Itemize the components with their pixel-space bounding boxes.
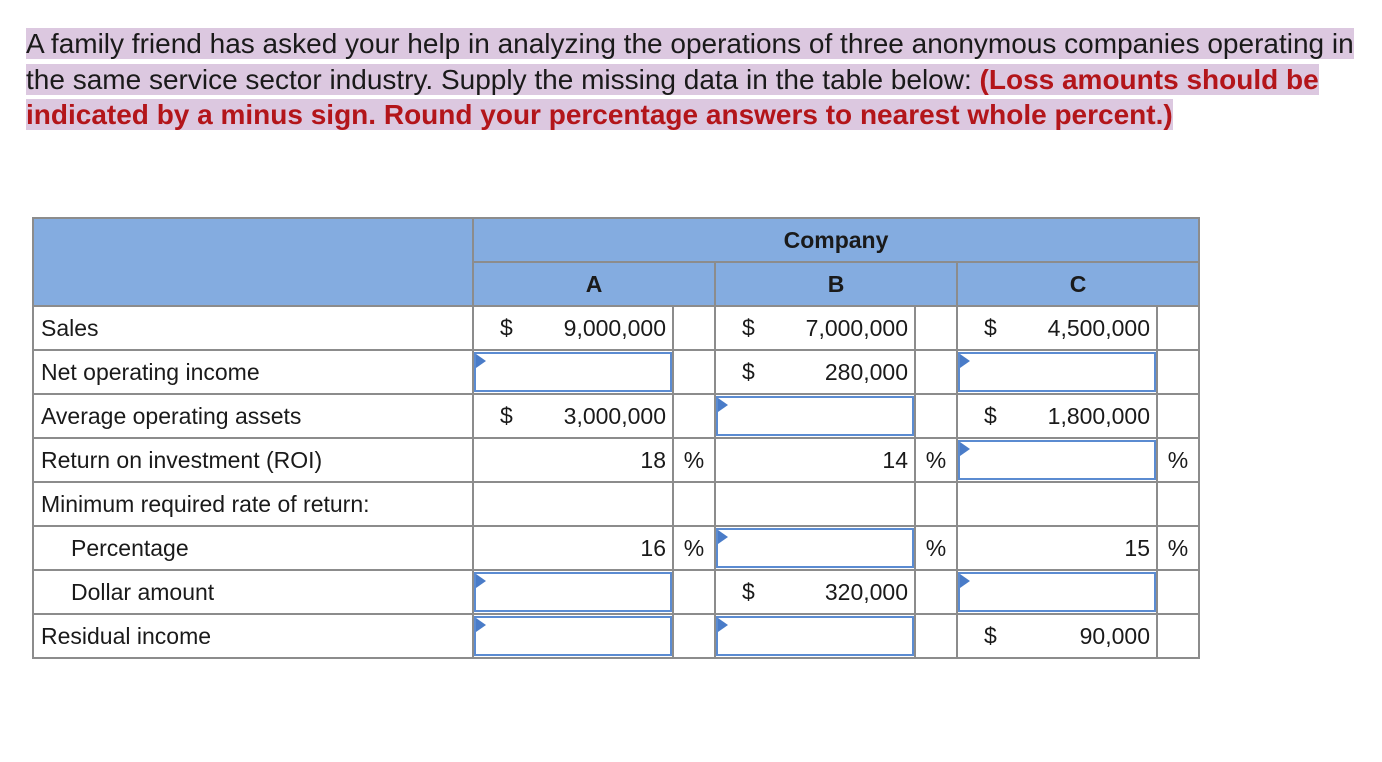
row-label-sales: Sales: [33, 306, 473, 350]
percent-sign: %: [915, 438, 957, 482]
spacer-cell: [673, 394, 715, 438]
spacer-cell: [1157, 350, 1199, 394]
row-label-mrr: Minimum required rate of return:: [33, 482, 473, 526]
sales-b-value: 7,000,000: [805, 314, 908, 341]
row-residual-income: [33, 614, 1199, 658]
empty-cell: [715, 482, 915, 526]
noi-c-cell: [957, 350, 1157, 394]
noi-b-value: 280,000: [824, 358, 908, 385]
company-data-table: [32, 217, 1200, 659]
ri-b-input[interactable]: [716, 616, 914, 656]
row-net-operating-income: [33, 350, 1199, 394]
dollar-c-input[interactable]: [958, 572, 1156, 612]
row-label-residual-income: Residual income: [33, 614, 473, 658]
percent-sign: %: [673, 438, 715, 482]
row-minimum-required-rate: [33, 482, 1199, 526]
dollar-c-cell: [957, 570, 1157, 614]
assets-a-value: 3,000,000: [563, 402, 666, 429]
row-label-noi: Net operating income: [33, 350, 473, 394]
sales-c: [957, 306, 1157, 350]
assets-c-value: 1,800,000: [1047, 402, 1150, 429]
spacer-cell: [1157, 570, 1199, 614]
ri-a-input[interactable]: [474, 616, 672, 656]
spacer-cell: [673, 570, 715, 614]
spacer-cell: [915, 614, 957, 658]
spacer-cell: [673, 482, 715, 526]
roi-a: [473, 438, 673, 482]
row-label-roi: Return on investment (ROI): [33, 438, 473, 482]
percent-sign: %: [915, 526, 957, 570]
ri-a-cell: [473, 614, 673, 658]
currency-sign: $: [742, 358, 755, 385]
currency-sign: $: [500, 314, 513, 341]
dollar-b-value: 320,000: [824, 578, 908, 605]
spacer-cell: [1157, 306, 1199, 350]
pct-c: [957, 526, 1157, 570]
spacer-cell: [673, 614, 715, 658]
spacer-cell: [1157, 614, 1199, 658]
noi-a-input[interactable]: [474, 352, 672, 392]
instructions-text: A family friend has asked your help in analyzing the operations of three anonymous companies operating in the same service sector industry. Supply the missing data in the table below:: [26, 28, 1354, 95]
currency-sign: $: [742, 578, 755, 605]
roi-b: [715, 438, 915, 482]
header-company-b: B: [715, 262, 957, 306]
noi-b: [715, 350, 915, 394]
spacer-cell: [915, 306, 957, 350]
spacer-cell: [915, 394, 957, 438]
assets-b-input[interactable]: [716, 396, 914, 436]
instructions-emphasis: (Loss amounts should be indicated by a minus sign. Round your percentage answers to nearest whole percent.): [26, 63, 1319, 130]
sales-b: [715, 306, 915, 350]
row-roi: [33, 438, 1199, 482]
row-percentage: [33, 526, 1199, 570]
sales-c-value: 4,500,000: [1047, 314, 1150, 341]
currency-sign: $: [984, 402, 997, 429]
roi-b-value: 14: [882, 446, 908, 473]
roi-c-input[interactable]: [958, 440, 1156, 480]
sales-a-value: 9,000,000: [563, 314, 666, 341]
spacer-cell: [673, 306, 715, 350]
pct-b-input[interactable]: [716, 528, 914, 568]
row-dollar-amount: [33, 570, 1199, 614]
pct-b-cell: [715, 526, 915, 570]
sales-a: [473, 306, 673, 350]
empty-cell: [957, 482, 1157, 526]
row-sales: [33, 306, 1199, 350]
spacer-cell: [1157, 482, 1199, 526]
roi-a-value: 18: [640, 446, 666, 473]
row-label-percentage: Percentage: [33, 526, 473, 570]
noi-c-input[interactable]: [958, 352, 1156, 392]
spacer-cell: [915, 350, 957, 394]
question-prompt: [26, 26, 1361, 133]
header-row-company: [33, 218, 1199, 262]
noi-a-cell: [473, 350, 673, 394]
spacer-cell: [915, 570, 957, 614]
header-company-c: C: [957, 262, 1199, 306]
assets-b-cell: [715, 394, 915, 438]
empty-cell: [473, 482, 673, 526]
dollar-a-input[interactable]: [474, 572, 672, 612]
pct-a: [473, 526, 673, 570]
pct-c-value: 15: [1124, 534, 1150, 561]
spacer-cell: [915, 482, 957, 526]
ri-b-cell: [715, 614, 915, 658]
assets-c: [957, 394, 1157, 438]
pct-a-value: 16: [640, 534, 666, 561]
assets-a: [473, 394, 673, 438]
currency-sign: $: [984, 622, 997, 649]
dollar-a-cell: [473, 570, 673, 614]
dollar-b: [715, 570, 915, 614]
currency-sign: $: [500, 402, 513, 429]
roi-c-cell: [957, 438, 1157, 482]
header-company-a: A: [473, 262, 715, 306]
percent-sign: %: [1157, 526, 1199, 570]
currency-sign: $: [742, 314, 755, 341]
ri-c-value: 90,000: [1079, 622, 1150, 649]
row-average-operating-assets: [33, 394, 1199, 438]
spacer-cell: [1157, 394, 1199, 438]
row-label-dollar-amount: Dollar amount: [33, 570, 473, 614]
percent-sign: %: [673, 526, 715, 570]
spacer-cell: [673, 350, 715, 394]
percent-sign: %: [1157, 438, 1199, 482]
header-company: Company: [473, 218, 1199, 262]
row-label-assets: Average operating assets: [33, 394, 473, 438]
currency-sign: $: [984, 314, 997, 341]
ri-c: [957, 614, 1157, 658]
header-blank-cell: [33, 218, 473, 306]
